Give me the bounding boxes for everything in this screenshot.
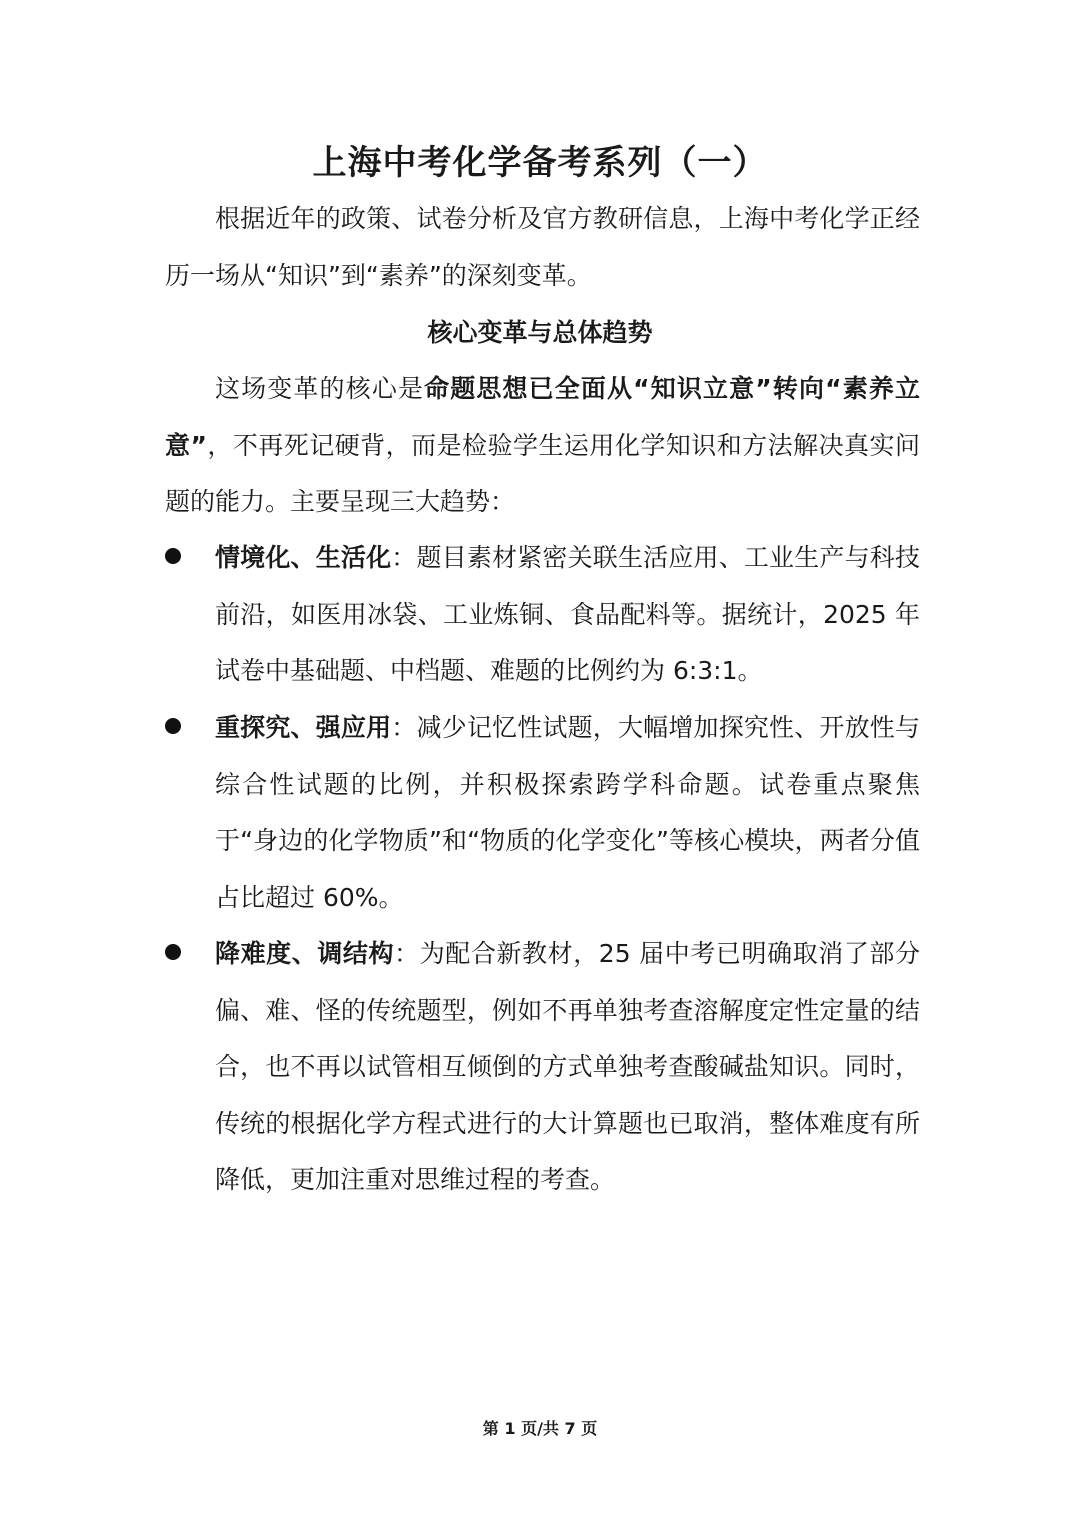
trend-body: ：减少记忆性试题，大幅增加探究性、开放性与综合性试题的比例，并积极探索跨学科命题。试卷重点聚焦于“身边的化学物质”和“物质的化学变化”等核心模块，两者分值占比超过 60%。 [215, 713, 920, 912]
trend-label: 情境化、生活化 [215, 543, 392, 572]
bullet-icon [165, 548, 181, 564]
document-title: 上海中考化学备考系列（一） [312, 143, 768, 183]
core-lead: 这场变革的核心是 [215, 374, 425, 403]
section-heading: 核心变革与总体趋势 [427, 318, 653, 347]
trend-text [215, 700, 920, 926]
trend-body: ：为配合新教材，25 届中考已明确取消了部分偏、难、怪的传统题型，例如不再单独考查溶解度定性定量的结合，也不再以试管相互倾倒的方式单独考查酸碱盐知识。同时，传统的根据化学方程式进行的大计算题也已取消，整体难度有所降低，更加注重对思维过程的考查。 [215, 939, 920, 1194]
trend-body: ：题目素材紧密关联生活应用、工业生产与科技前沿，如医用冰袋、工业炼铜、食品配料等。据统计，2025 年试卷中基础题、中档题、难题的比例约为 6:3:1。 [215, 543, 920, 685]
trend-text [215, 926, 920, 1209]
bullet-icon [165, 944, 181, 960]
trend-text [215, 530, 920, 700]
intro-paragraph: 根据近年的政策、试卷分析及官方教研信息，上海中考化学正经历一场从“知识”到“素养”的深刻变革。 [165, 204, 920, 290]
core-paragraph [165, 361, 920, 531]
bullet-icon [165, 718, 181, 734]
core-emphasis: 命题思想已全面从“知识立意”转向“素养立意” [165, 374, 920, 460]
trend-label: 降难度、调结构 [215, 939, 395, 968]
core-rest: ，不再死记硬背，而是检验学生运用化学知识和方法解决真实问题的能力。主要呈现三大趋势： [165, 430, 920, 516]
trend-label: 重探究、强应用 [215, 713, 392, 742]
page-footer: 第 1 页/共 7 页 [482, 1419, 598, 1438]
